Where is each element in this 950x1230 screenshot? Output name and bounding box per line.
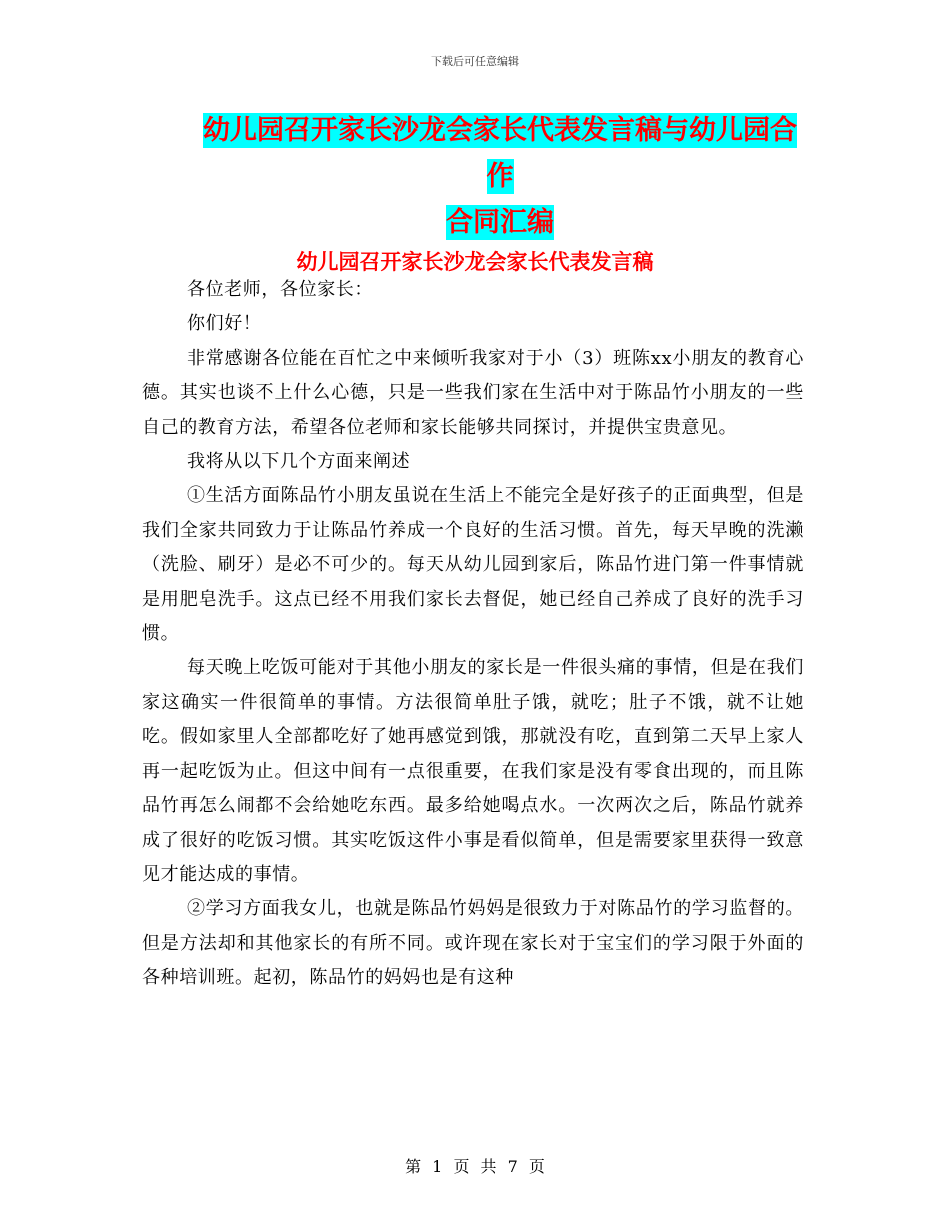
paragraph-salutation: 各位老师，各位家长：	[187, 279, 373, 300]
paragraph: ②学习方面我女儿，也就是陈品竹妈妈是很致力于对陈品竹的学习监督的。但是方法却和其他家长的有所不同。或许现在家长对于宝宝们的学习限于外面的各种培训班。起初，陈品竹的妈妈也是有这种	[142, 898, 804, 989]
paragraph-greeting: 你们好！	[187, 313, 262, 335]
document-title-line-1: 幼儿园召开家长沙龙会家长代表发言稿与幼儿园合作	[203, 115, 797, 192]
section-title: 幼儿园召开家长沙龙会家长代表发言稿	[296, 250, 654, 274]
paragraph: ①生活方面陈品竹小朋友虽说在生活上不能完全是好孩子的正面典型，但是我们全家共同致力于让陈品竹养成一个良好的生活习惯。首先，每天早晚的洗濑（洗脸、刷牙）是必不可少的。每天从幼儿园到家后，陈品竹进门第一件事情就是用肥皂洗手。这点已经不用我们家长去督促，她已经自己养成了良好的洗手习惯。	[142, 485, 804, 645]
paragraph: 每天晚上吃饭可能对于其他小朋友的家长是一件很头痛的事情，但是在我们家这确实一件很简单的事情。方法很简单肚子饿，就吃；肚子不饿，就不让她吃。假如家里人全部都吃好了她再感觉到饿，那就没有吃，直到第二天早上家人再一起吃饭为止。但这中间有一点很重要，在我们家是没有零食出现的，而且陈品竹再怎么闹都不会给她吃东西。最多给她喝点水。一次两次之后，陈品竹就养成了很好的吃饭习惯。其实吃饭这件小事是看似简单，但是需要家里获得一致意见才能达成的事情。	[142, 657, 804, 885]
paragraph: 我将从以下几个方面来阐述	[187, 451, 411, 473]
document-body	[142, 273, 804, 996]
document-title-line-2: 合同汇编	[446, 207, 554, 238]
document-title	[190, 108, 810, 246]
paragraph: 非常感谢各位能在百忙之中来倾听我家对于小（3）班陈xx小朋友的教育心德。其实也谈不上什么心德，只是一些我们家在生活中对于陈品竹小朋友的一些自己的教育方法，希望各位老师和家长能够共同探讨，并提供宝贵意见。	[142, 347, 804, 438]
page-footer: 第 1 页 共 7 页	[405, 1157, 545, 1176]
header-note: 下载后可任意编辑	[431, 55, 519, 68]
